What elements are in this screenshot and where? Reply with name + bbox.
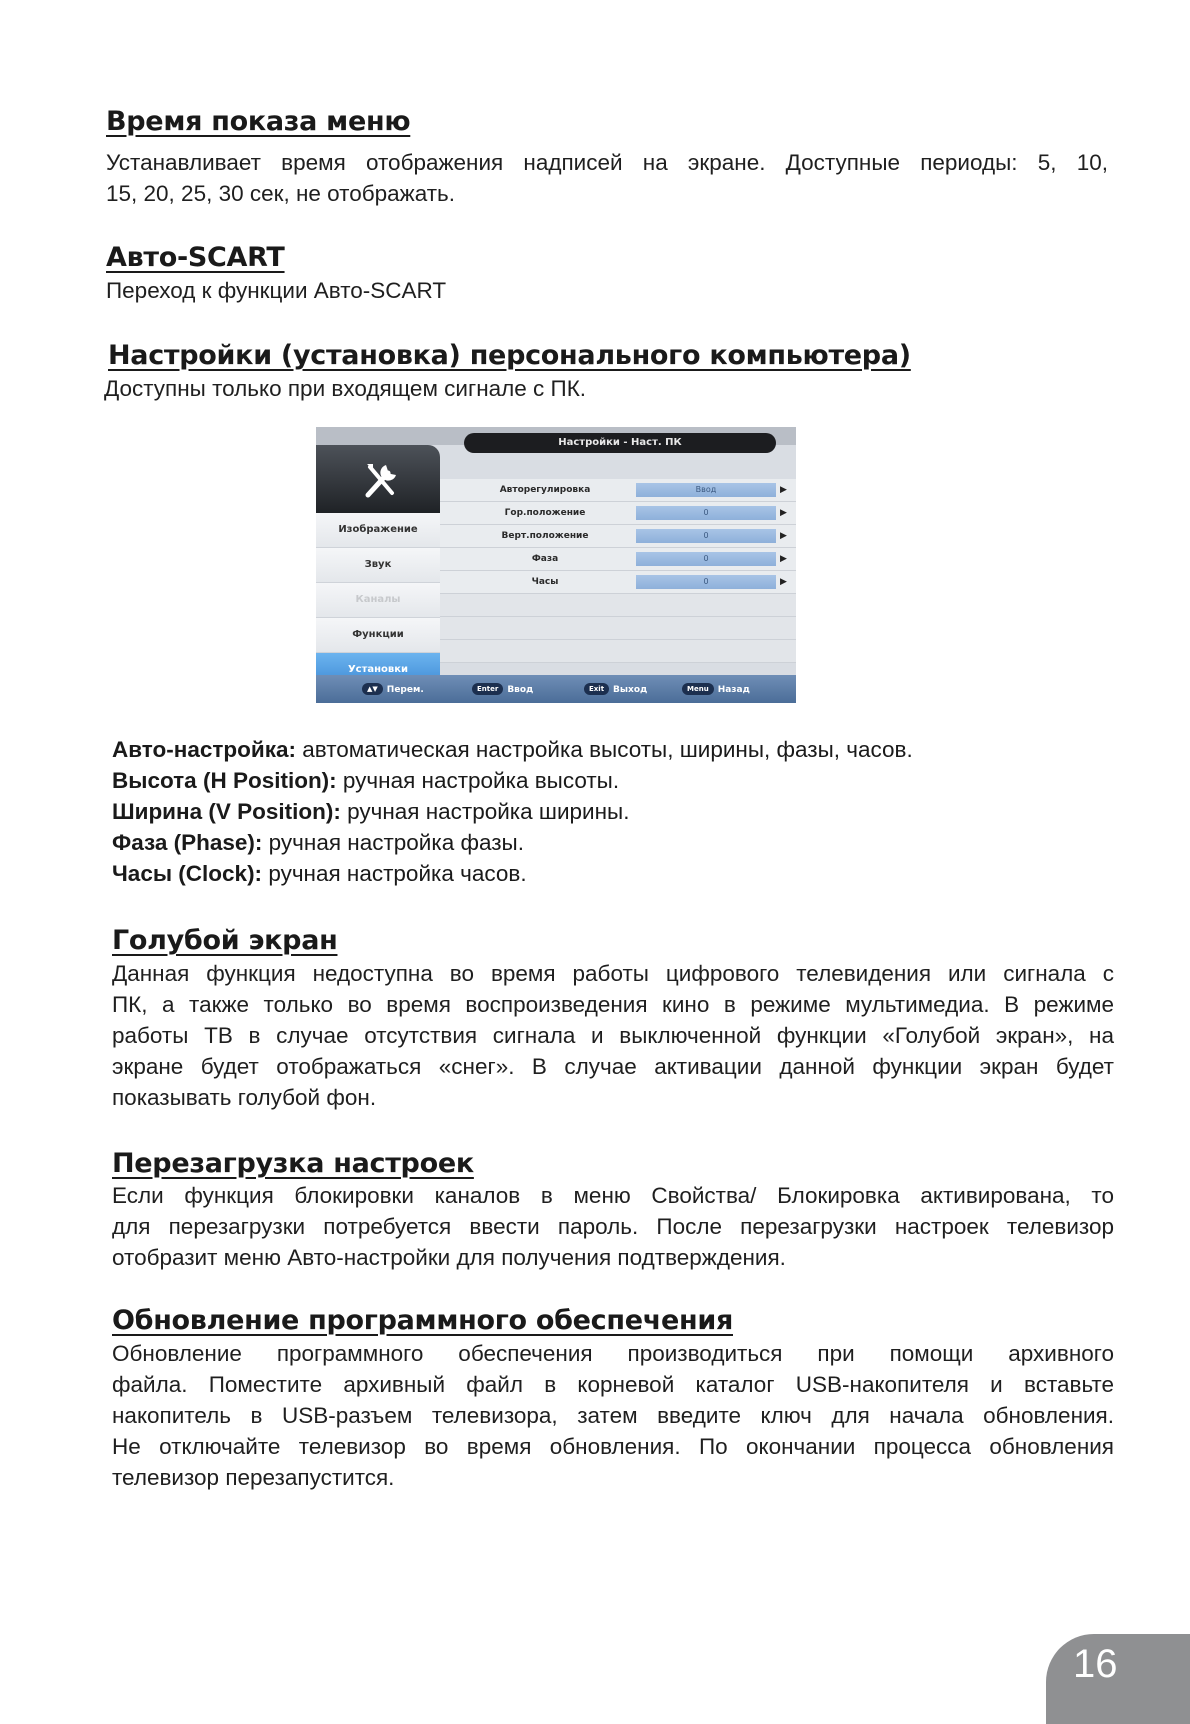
tv-row-label: Верт.положение: [501, 531, 589, 541]
tv-menu-icon-panel: [316, 445, 440, 513]
definition-term: Авто-настройка:: [112, 737, 296, 762]
tv-sidebar-item-image[interactable]: Изображение: [316, 513, 440, 548]
reset-line-1: Если функция блокировки каналов в меню Свойства/ Блокировка активирована, то: [112, 1183, 1114, 1208]
tv-menu-screenshot: [316, 427, 796, 703]
definition-desc: ручная настройка фазы.: [262, 830, 524, 855]
blue-screen-line-2: ПК, а также только во время воспроизведения кино в режиме мультимедиа. В режиме: [112, 992, 1114, 1017]
tv-row-auto-adjust[interactable]: [440, 479, 796, 502]
menu-time-line-1: Устанавливает время отображения надписей на экране. Доступные периоды: 5, 10,: [106, 150, 1108, 175]
blue-screen-line-1: Данная функция недоступна во время работы цифрового телевидения или сигнала с: [112, 961, 1114, 986]
reset-line-3: отобразит меню Авто-настройки для получения подтверждения.: [112, 1245, 786, 1270]
page-number-badge: [1046, 1634, 1190, 1724]
definition-desc: ручная настройка высоты.: [336, 768, 620, 793]
tv-row-value: Ввод: [636, 483, 776, 497]
tv-row-label: Фаза: [531, 554, 559, 564]
heading-reset: Перезагрузка настроек: [112, 1148, 474, 1179]
tv-sidebar-item-sound[interactable]: Звук: [316, 548, 440, 583]
definition-term: Часы (Clock):: [112, 861, 263, 886]
tv-row-value: 0: [636, 552, 776, 566]
tv-menu-footer: [316, 675, 796, 703]
tv-row-label: Часы: [531, 577, 559, 587]
definition-h-position: [112, 765, 619, 796]
definition-term: Фаза (Phase):: [112, 830, 263, 855]
blue-screen-line-5: показывать голубой фон.: [112, 1085, 377, 1110]
tv-sidebar-item-functions[interactable]: Функции: [316, 618, 440, 653]
tv-row-empty: [440, 594, 796, 617]
heading-menu-time: Время показа меню: [106, 106, 411, 137]
tv-menu-title: Настройки - Наст. ПК: [464, 433, 776, 453]
software-update-line-2: файла. Поместите архивный файл в корневой каталог USB-накопителя и вставьте: [112, 1372, 1114, 1397]
tv-sidebar-item-channels: Каналы: [316, 583, 440, 618]
menu-key-icon: Menu: [682, 683, 714, 695]
software-update-line-1: Обновление программного обеспечения производиться при помощи архивного: [112, 1341, 1114, 1366]
chevron-right-icon: ▶: [780, 485, 787, 495]
definition-desc: ручная настройка ширины.: [340, 799, 630, 824]
heading-blue-screen: Голубой экран: [112, 925, 338, 956]
definition-v-position: [112, 796, 629, 827]
tv-hint-label: Назад: [717, 685, 750, 695]
chevron-right-icon: ▶: [780, 508, 787, 518]
tv-row-phase[interactable]: [440, 548, 796, 571]
definition-desc: ручная настройка часов.: [262, 861, 527, 886]
enter-key-icon: Enter: [472, 683, 503, 695]
definition-term: Ширина (V Position):: [112, 799, 341, 824]
heading-pc-settings: Настройки (установка) персонального компьютера): [108, 340, 911, 371]
chevron-right-icon: ▶: [780, 531, 787, 541]
blue-screen-line-4: экране будет отображаться «снег». В случае активации данной функции экран будет: [112, 1054, 1114, 1079]
heading-software-update: Обновление программного обеспечения: [112, 1305, 733, 1336]
tools-icon: [362, 459, 402, 501]
tv-sidebar-item-settings[interactable]: Установки: [316, 653, 440, 688]
definition-auto-adjust: [112, 734, 913, 765]
tv-row-value: 0: [636, 529, 776, 543]
chevron-right-icon: ▶: [780, 554, 787, 564]
tv-hint-label: Выход: [613, 685, 648, 695]
tv-hint-back: [682, 683, 750, 697]
software-update-line-5: телевизор перезапустится.: [112, 1465, 395, 1490]
definition-phase: [112, 827, 524, 858]
reset-line-2: для перезагрузки потребуется ввести пароль. После перезагрузки настроек телевизор: [112, 1214, 1114, 1239]
tv-hint-label: Ввод: [507, 685, 534, 695]
tv-hint-exit: [584, 683, 647, 697]
tv-hint-label: Перем.: [386, 685, 424, 695]
tv-hint-enter: [472, 683, 533, 697]
exit-key-icon: Exit: [584, 683, 609, 695]
tv-row-value: 0: [636, 506, 776, 520]
blue-screen-line-3: работы ТВ в случае отсутствия сигнала и выключенной функции «Голубой экран», на: [112, 1023, 1114, 1048]
tv-row-empty: [440, 640, 796, 663]
definition-term: Высота (H Position):: [112, 768, 337, 793]
tv-row-label: Гор.положение: [504, 508, 586, 518]
chevron-right-icon: ▶: [780, 577, 787, 587]
software-update-line-3: накопитель в USB-разъем телевизора, затем введите ключ для начала обновления.: [112, 1403, 1114, 1428]
heading-auto-scart: Авто-SCART: [106, 242, 285, 273]
arrows-key-icon: ▲▼: [362, 683, 383, 695]
tv-row-v-position[interactable]: [440, 525, 796, 548]
page-number: 16: [1073, 1642, 1118, 1686]
software-update-line-4: Не отключайте телевизор во время обновления. По окончании процесса обновления: [112, 1434, 1114, 1459]
definition-clock: [112, 858, 527, 889]
tv-row-value: 0: [636, 575, 776, 589]
menu-time-line-2: 15, 20, 25, 30 сек, не отображать.: [106, 181, 456, 206]
tv-row-empty: [440, 617, 796, 640]
tv-menu-options: [440, 479, 796, 667]
tv-row-h-position[interactable]: [440, 502, 796, 525]
pc-settings-text: Доступны только при входящем сигнале с ПК.: [104, 376, 587, 401]
tv-menu-sidebar: [316, 513, 440, 688]
tv-hint-move: [362, 683, 424, 697]
definition-desc: автоматическая настройка высоты, ширины, фазы, часов.: [295, 737, 913, 762]
auto-scart-text: Переход к функции Авто-SCART: [106, 278, 447, 303]
tv-row-label: Авторегулировка: [499, 485, 591, 495]
tv-row-clock[interactable]: [440, 571, 796, 594]
